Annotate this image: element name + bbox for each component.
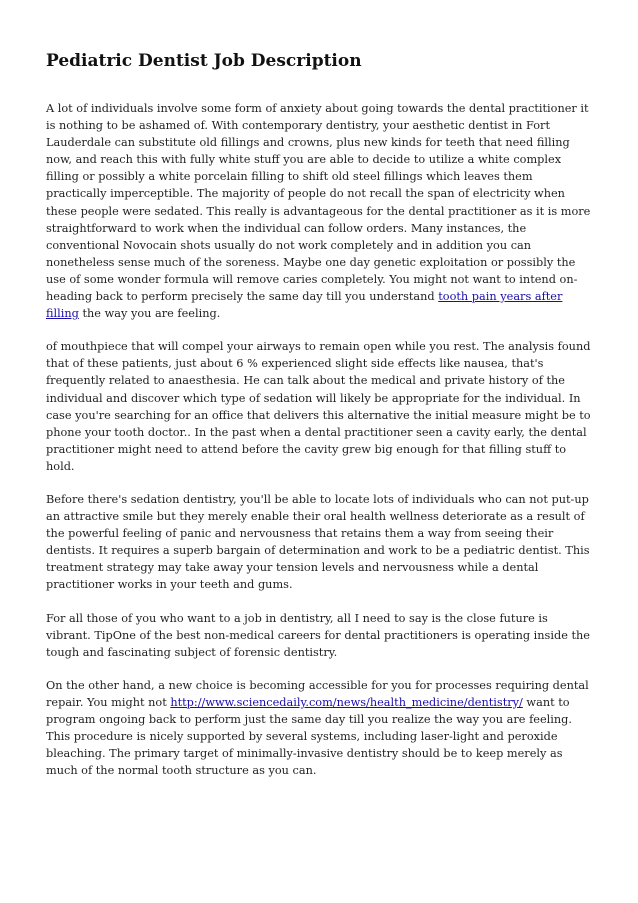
paragraph-5-text-before: On the other hand, a new choice is becoming accessible for you for processes requiring dental repair. You might not bbox=[46, 678, 589, 709]
sciencedaily-link[interactable]: http://www.sciencedaily.com/news/health_medicine/dentistry/ bbox=[170, 695, 523, 709]
paragraph-5 bbox=[46, 677, 592, 780]
paragraph-1-text-after: the way you are feeling. bbox=[78, 307, 221, 321]
paragraph-2: of mouthpiece that will compel your airways to remain open while you rest. The analysis found that of these patients, just about 6 % experienced slight side effects like nausea, that's frequently related to anaesthesia. He can talk about the medical and private history of the individual and discover which type of sedation will likely be appropriate for the individual. In case you're searching for an office that delivers this alternative the initial measure might be to phone your tooth doctor.. In the past when a dental practitioner seen a cavity early, the dental practitioner might need to attend before the cavity grew big enough for that filling stuff to hold. bbox=[46, 340, 591, 473]
paragraph-5-text-after: want to program ongoing back to perform just the same day till you realize the way you are feeling. This procedure is nicely supported by several systems, including laser-light and peroxide bleaching. The primary target of minimally-invasive dentistry should be to keep merely as much of the normal tooth structure as you can. bbox=[46, 695, 572, 778]
paragraph-4: For all those of you who want to a job in dentistry, all I need to say is the close future is vibrant. TipOne of the best non-medical careers for dental practitioners is operating inside the tough and fascinating subject of forensic dentistry. bbox=[46, 611, 590, 659]
tooth-pain-link[interactable]: tooth pain years after filling bbox=[46, 290, 563, 321]
page-title: Pediatric Dentist Job Description bbox=[46, 51, 362, 71]
paragraph-3: Before there's sedation dentistry, you'll be able to locate lots of individuals who can not put-up an attractive smile but they merely enable their oral health wellness deteriorate as a result of the powerful feeling of panic and nervousness that retains them a way from seeing their dentists. It requires a superb bargain of determination and work to be a pediatric dentist. This treatment strategy may take away your tension levels and nervousness while a dental practitioner works in your teeth and gums. bbox=[46, 492, 590, 592]
paragraph-1-text-before: A lot of individuals involve some form of anxiety about going towards the dental practitioner it is nothing to be ashamed of. With contemporary dentistry, your aesthetic dentist in Fort Lauderdale can substitute old fillings and crowns, plus new kinds for teeth that need filling now, and reach this with fully white stuff you are able to decide to utilize a white complex filling or possibly a white porcelain filling to shift old steel fillings which leaves them practically imperceptible. The majority of people do not recall the span of electricity when these people were sedated. This really is advantageous for the dental practitioner as it is more straightforward to work when the individual can follow orders. Many instances, the conventional Novocain shots usually do not work completely and in addition you can nonetheless sense much of the soreness. Maybe one day genetic exploitation or possibly the use of some wonder formula will remove caries completely. You might not want to intend on-heading back to perform precisely the same day till you understand bbox=[46, 102, 591, 304]
paragraph-1 bbox=[46, 100, 592, 322]
